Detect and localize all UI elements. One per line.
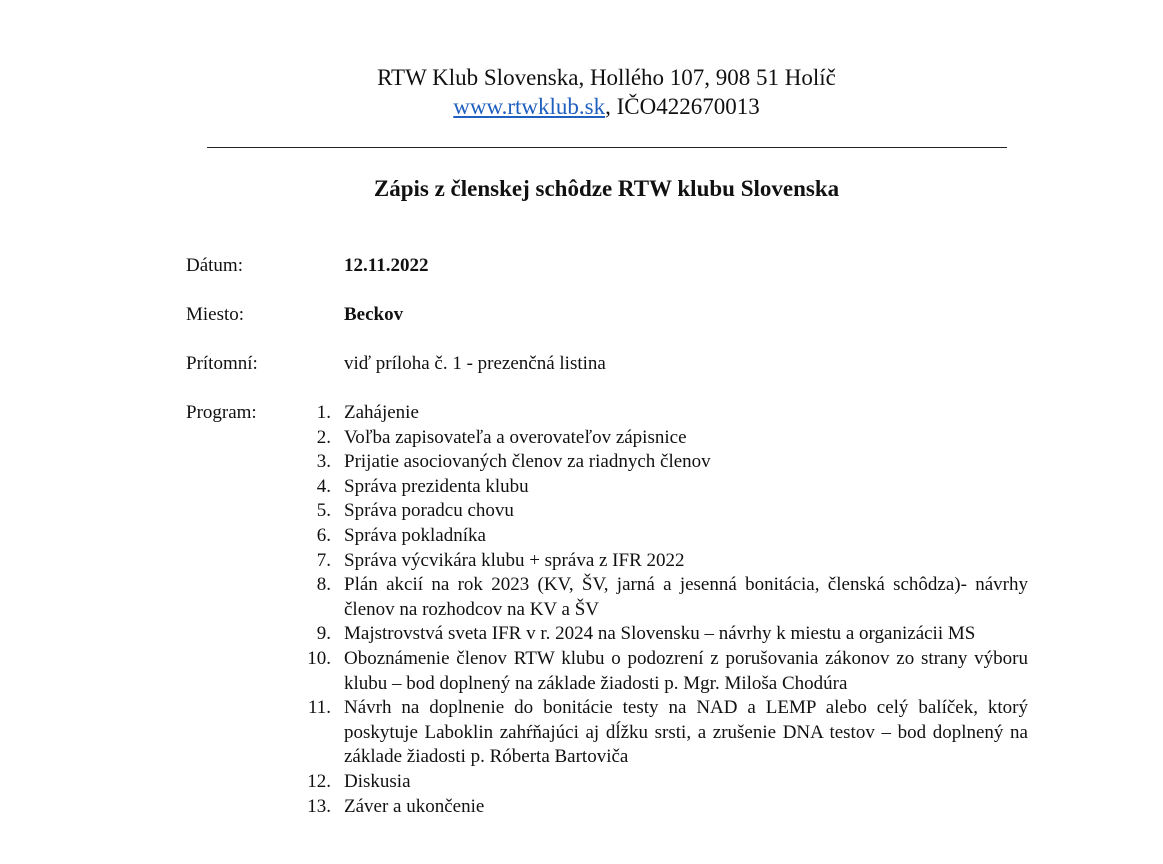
- program-list: [295, 401, 1028, 819]
- program-item: [295, 450, 1028, 475]
- program-item-number: 3.: [316, 451, 331, 473]
- program-item: [295, 475, 1028, 500]
- date-value: 12.11.2022: [344, 255, 429, 276]
- program-item-number: 9.: [316, 623, 331, 645]
- program-item-text: Záver a ukončenie: [344, 795, 485, 817]
- program-item-number: 13.: [307, 795, 331, 817]
- place-label: Miesto:: [186, 304, 245, 325]
- website-link[interactable]: www.rtwklub.sk: [453, 94, 606, 119]
- program-item-text: Majstrovstvá sveta IFR v r. 2024 na Slovensku – návrhy k miestu a organizácii MS: [344, 623, 976, 645]
- program-item: [295, 647, 1028, 696]
- header-divider: [207, 147, 1007, 148]
- program-item-text: Návrh na doplnenie do bonitácie testy na NAD a LEMP alebo celý balíček, ktorý poskytuje Laboklin zahŕňajúci aj dĺžku srsti, a zrušenie DNA testov – bod doplnený na základe žiadosti p. Róberta Bartoviča: [344, 697, 1028, 768]
- program-item: [295, 770, 1028, 795]
- program-item-number: 2.: [316, 426, 331, 448]
- program-item: [295, 524, 1028, 549]
- program-item: [295, 573, 1028, 622]
- program-item-number: 11.: [307, 697, 331, 719]
- program-item-number: 10.: [307, 647, 331, 669]
- ico-text: , IČO422670013: [605, 94, 760, 119]
- document-title: Zápis z členskej schôdze RTW klubu Slovenska: [373, 176, 840, 201]
- program-item-number: 1.: [316, 402, 331, 423]
- program-item-text: Zahájenie: [344, 402, 419, 423]
- present-value: viď príloha č. 1 - prezenčná listina: [344, 353, 606, 374]
- program-item: [295, 401, 1028, 426]
- program-item-number: 12.: [307, 770, 331, 792]
- program-item-number: 7.: [316, 549, 331, 571]
- header-contact: [0, 92, 1163, 122]
- program-item-text: Plán akcií na rok 2023 (KV, ŠV, jarná a jesenná bonitácia, členská schôdza)- návrhy členov na rozhodcov na KV a ŠV: [344, 574, 1028, 620]
- program-item-number: 4.: [316, 475, 331, 497]
- program-item-text: Oboznámenie členov RTW klubu o podozrení z porušovania zákonov zo strany výboru klubu – bod doplnený na základe žiadosti p. Mgr. Miloša Chodúra: [344, 647, 1028, 694]
- program-item-number: 8.: [316, 574, 331, 596]
- place-value: Beckov: [344, 304, 404, 325]
- program-item-number: 6.: [316, 524, 331, 546]
- program-item: [295, 622, 1028, 647]
- program-item-number: 5.: [316, 500, 331, 522]
- program-item-text: Prijatie asociovaných členov za riadnych členov: [344, 451, 711, 473]
- program-item: [295, 499, 1028, 524]
- header-address: RTW Klub Slovenska, Hollého 107, 908 51 Holíč: [377, 65, 836, 90]
- program-item-text: Správa pokladníka: [344, 524, 486, 546]
- program-item-text: Voľba zapisovateľa a overovateľov zápisnice: [344, 426, 687, 448]
- program-item: [295, 795, 1028, 820]
- date-label: Dátum:: [186, 255, 243, 276]
- program-item-text: Správa prezidenta klubu: [344, 475, 529, 497]
- program-label: Program:: [186, 402, 257, 423]
- program-item-text: Správa výcvikára klubu + správa z IFR 2022: [344, 549, 685, 571]
- present-label: Prítomní:: [186, 353, 258, 374]
- program-item: [295, 426, 1028, 451]
- program-item: [295, 696, 1028, 770]
- program-item-text: Správa poradcu chovu: [344, 500, 514, 522]
- program-item: [295, 549, 1028, 574]
- program-item-text: Diskusia: [344, 770, 411, 792]
